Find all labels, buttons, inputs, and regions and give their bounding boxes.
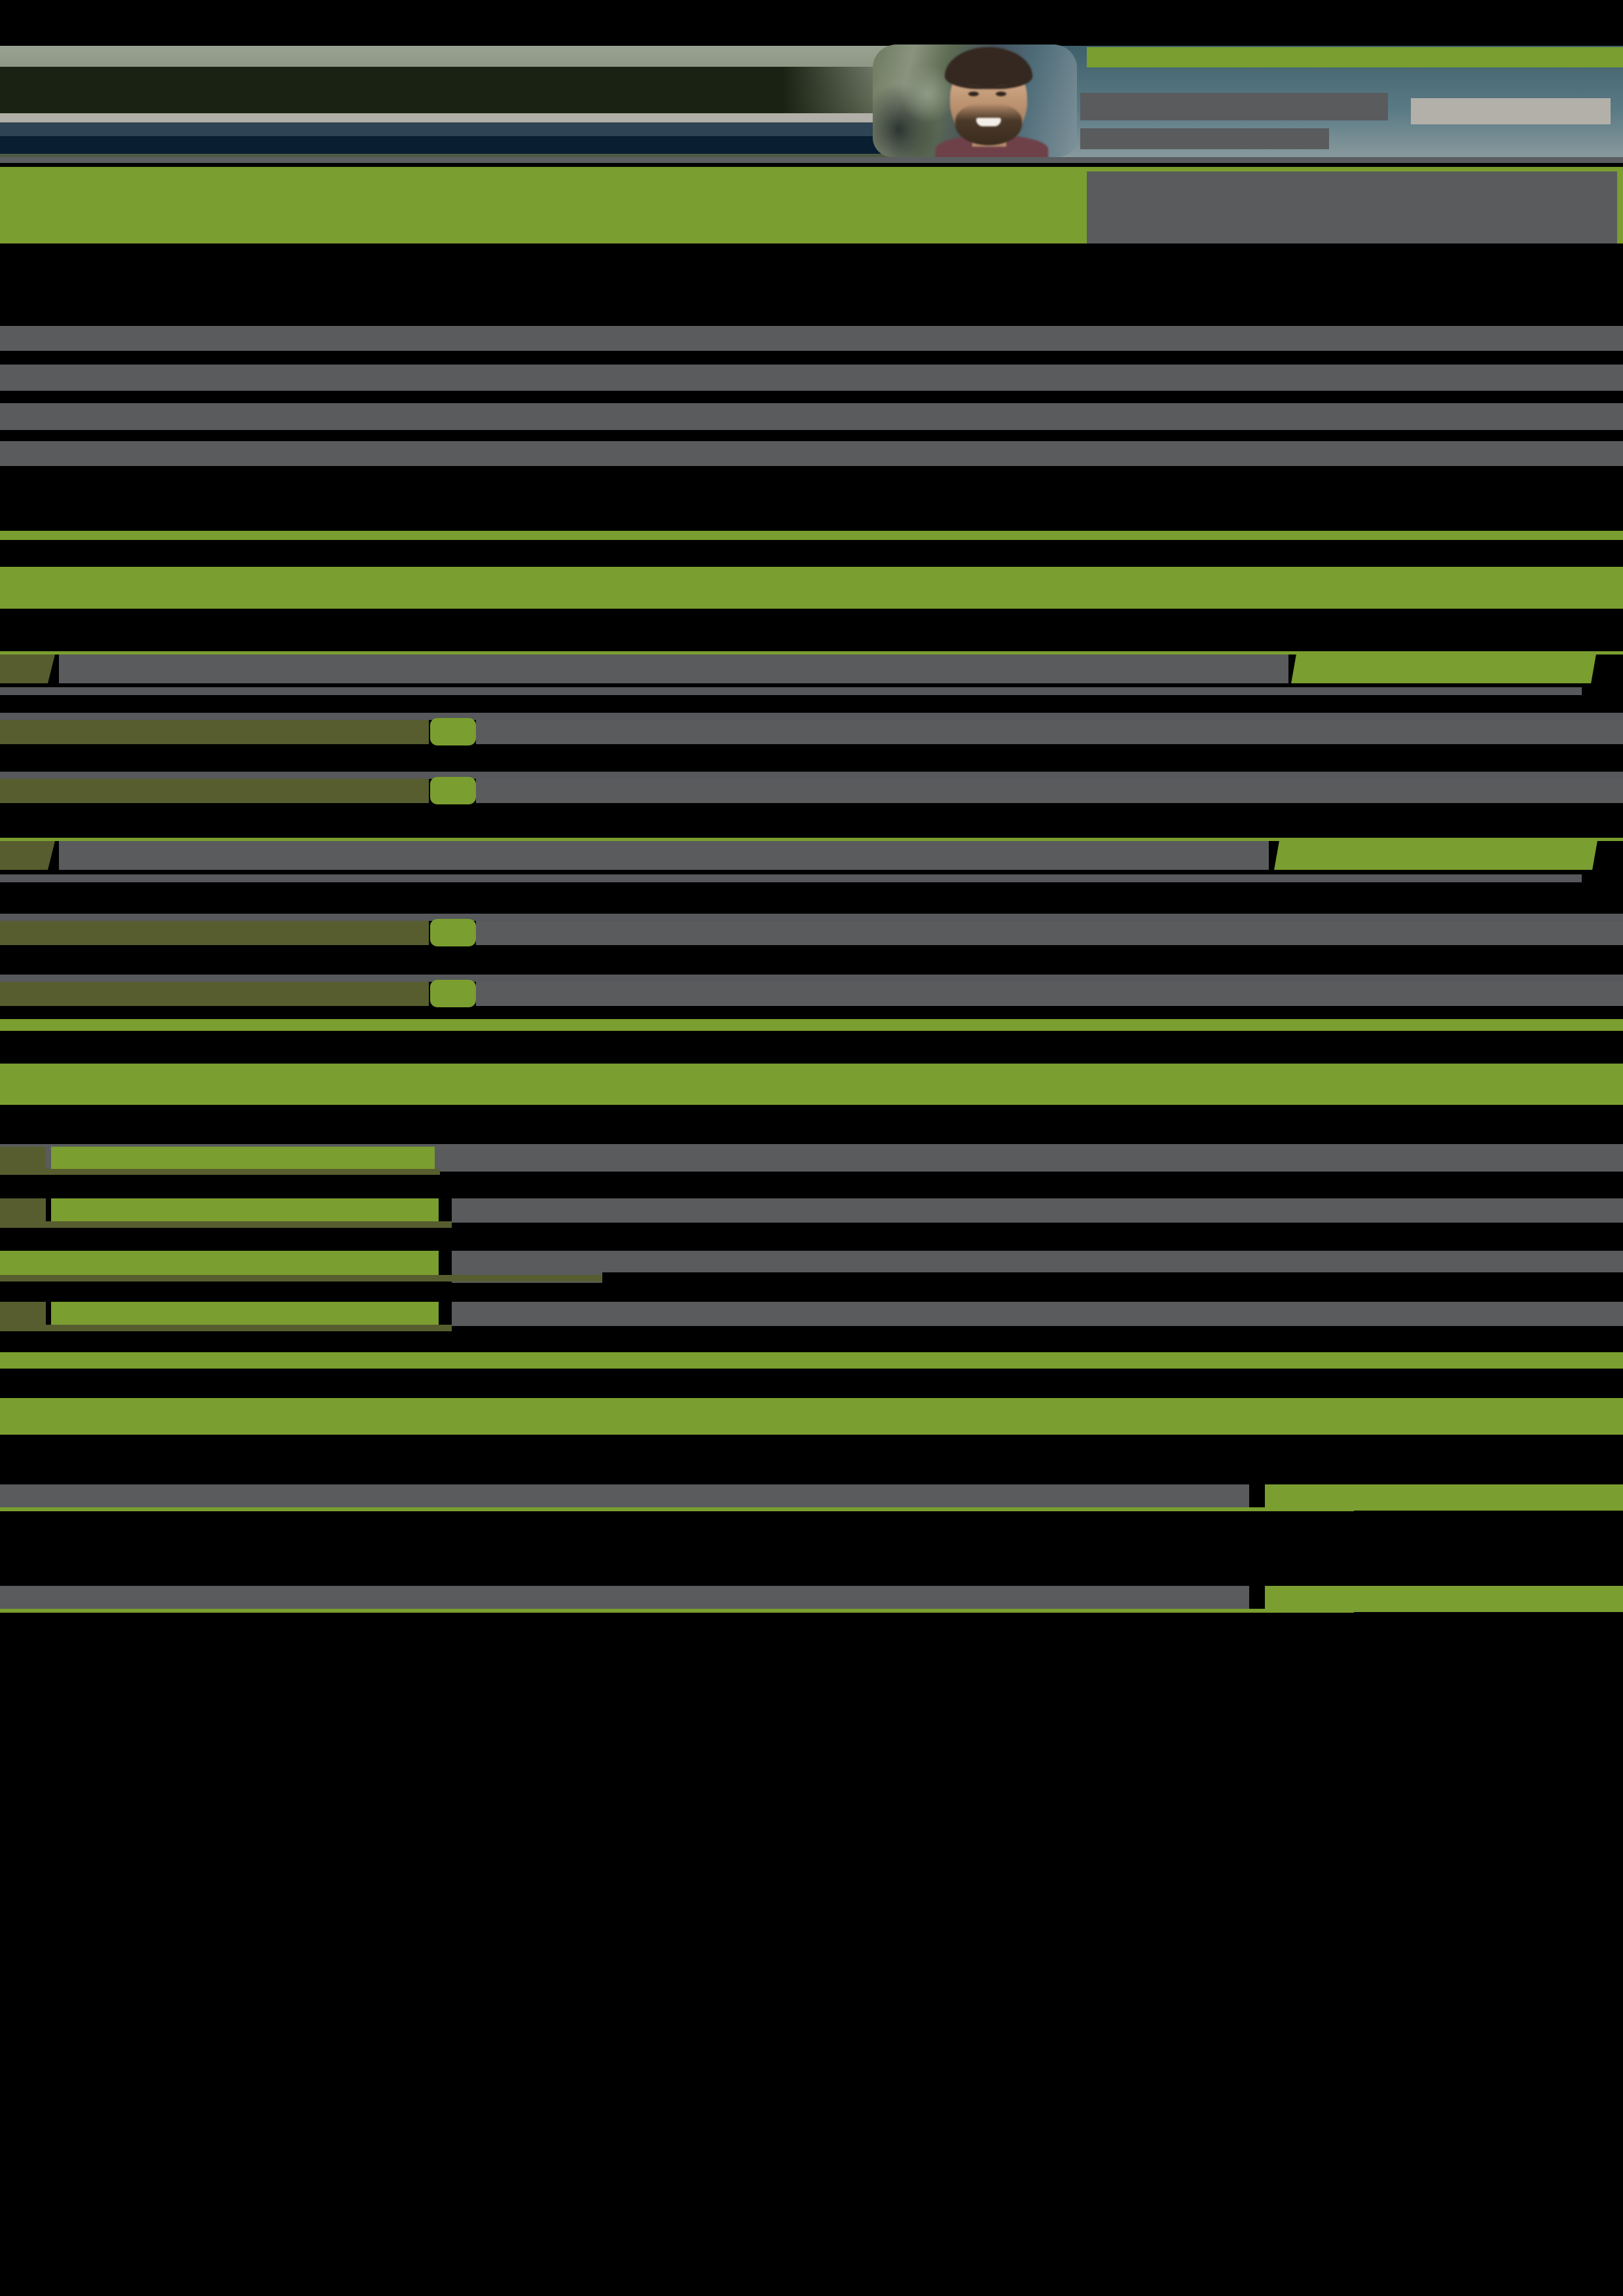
- course-a-underline: [0, 687, 1582, 695]
- contact-line-2: [0, 1586, 1249, 1609]
- green-rule-low: [0, 1352, 1623, 1369]
- header-dark-band: [0, 67, 910, 113]
- header-slate-band: [0, 122, 956, 136]
- header-light-stripe: [0, 113, 956, 122]
- course-a-lead: [0, 655, 55, 683]
- intro-line-4: [0, 441, 1623, 466]
- header-navy-band: [0, 136, 956, 154]
- course-b-field-2-pill: [430, 980, 476, 1007]
- header-divider-rule: [0, 157, 1623, 163]
- course-b-field-2-line: [0, 975, 1623, 982]
- section-band-3: [0, 1398, 1623, 1435]
- course-b-title: [59, 841, 1269, 870]
- course-b-tag: [1274, 841, 1597, 870]
- info-row-3-value: [452, 1251, 1623, 1272]
- course-b-field-1-value: [476, 921, 1623, 945]
- info-row-3-underline: [0, 1275, 602, 1282]
- section-band-1: [0, 567, 1623, 609]
- info-row-2-marker: [0, 1198, 46, 1223]
- course-a-field-2-pill: [430, 777, 476, 804]
- header-name-line: [1080, 93, 1388, 120]
- info-row-4-value: [452, 1302, 1623, 1326]
- intro-line-3: [0, 403, 1623, 430]
- course-a-title: [59, 655, 1288, 683]
- course-b-lead: [0, 841, 55, 870]
- course-a-field-1-value: [476, 720, 1623, 744]
- intro-line-1: [0, 326, 1623, 351]
- info-row-2-value: [452, 1198, 1623, 1223]
- info-row-2-label: [51, 1198, 439, 1223]
- person-smile: [976, 118, 1001, 126]
- course-a-field-1-line: [0, 713, 1623, 720]
- course-b-field-1-line: [0, 914, 1623, 921]
- course-a-field-2-value: [476, 779, 1623, 803]
- person-hair: [945, 47, 1032, 89]
- intro-line-2: [0, 365, 1623, 391]
- title-side-block: [1087, 171, 1617, 243]
- course-b-field-1-label: [0, 921, 429, 945]
- header-subtitle-line: [1080, 128, 1329, 149]
- person-eye-left: [968, 92, 979, 96]
- info-row-4-underline: [0, 1325, 452, 1331]
- course-a-field-1-pill: [430, 718, 476, 745]
- person-brow-right: [994, 84, 1009, 88]
- course-b-field-1-pill: [430, 919, 476, 946]
- course-a-field-2-label: [0, 779, 429, 803]
- contact-line-2-tag: [1265, 1586, 1623, 1612]
- green-rule-top: [0, 531, 1623, 540]
- info-row-3-label: [0, 1251, 439, 1275]
- header-name-accent: [1411, 98, 1611, 124]
- course-b-field-2-value: [476, 982, 1623, 1006]
- contact-line-1-tag: [1265, 1484, 1623, 1511]
- person-photo: [873, 45, 1077, 157]
- info-row-4-label: [51, 1302, 439, 1326]
- info-row-1-marker: [0, 1147, 46, 1170]
- person-eye-right: [996, 92, 1006, 96]
- contact-line-2-rule: [0, 1609, 1354, 1613]
- info-row-1-label: [51, 1147, 435, 1170]
- contact-line-1-rule: [0, 1507, 1354, 1511]
- course-a-field-2-line: [0, 772, 1623, 779]
- course-a-tag: [1291, 655, 1596, 683]
- info-row-4-marker: [0, 1302, 46, 1326]
- course-b-underline: [0, 874, 1582, 882]
- course-b-field-2-label: [0, 982, 429, 1006]
- green-rule-mid: [0, 1019, 1623, 1031]
- person-brow-left: [966, 84, 980, 88]
- contact-line-1: [0, 1484, 1249, 1507]
- info-row-1-underline: [0, 1169, 440, 1175]
- course-a-field-1-label: [0, 720, 429, 744]
- section-band-2: [0, 1064, 1623, 1105]
- header-green-accent-bar: [1087, 47, 1623, 67]
- info-row-2-underline: [0, 1221, 452, 1228]
